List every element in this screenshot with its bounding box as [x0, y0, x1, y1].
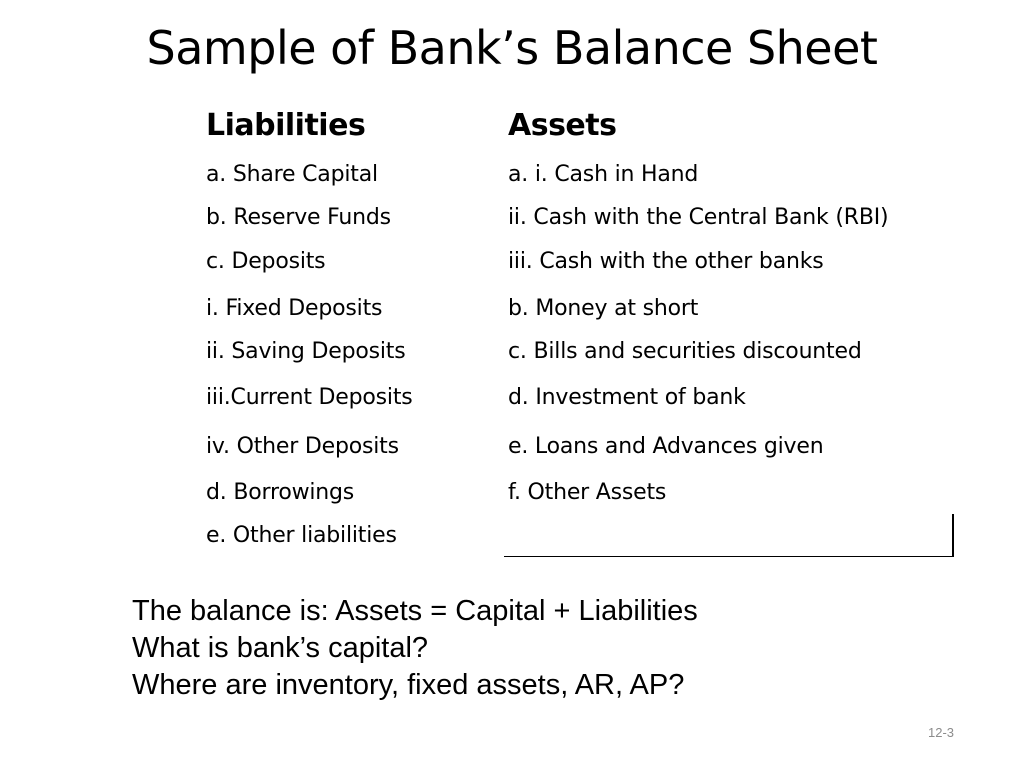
liabilities-heading: Liabilities	[206, 108, 366, 143]
asset-item: iii. Cash with the other banks	[508, 249, 824, 274]
note-line: What is bank’s capital?	[132, 632, 429, 664]
asset-item: c. Bills and securities discounted	[508, 339, 862, 364]
assets-total-box	[504, 514, 954, 557]
liability-item: b. Reserve Funds	[206, 205, 391, 230]
assets-heading: Assets	[508, 108, 617, 143]
asset-item: d. Investment of bank	[508, 385, 746, 410]
liability-item: iv. Other Deposits	[206, 434, 399, 459]
asset-item: f. Other Assets	[508, 480, 667, 505]
asset-item: ii. Cash with the Central Bank (RBI)	[508, 205, 889, 230]
liability-item: c. Deposits	[206, 249, 326, 274]
notes-block	[132, 593, 698, 704]
note-line: The balance is: Assets = Capital + Liabilities	[132, 595, 698, 627]
liability-item: e. Other liabilities	[206, 523, 397, 548]
note-line: Where are inventory, fixed assets, AR, AP?	[132, 669, 685, 701]
liability-item: iii.Current Deposits	[206, 385, 413, 410]
slide-title: Sample of Bank’s Balance Sheet	[146, 21, 878, 75]
asset-item: a. i. Cash in Hand	[508, 162, 699, 187]
liability-item: a. Share Capital	[206, 162, 378, 187]
liability-item: d. Borrowings	[206, 480, 355, 505]
liability-item: i. Fixed Deposits	[206, 296, 383, 321]
asset-item: e. Loans and Advances given	[508, 434, 824, 459]
slide-number: 12-3	[928, 725, 955, 740]
asset-item: b. Money at short	[508, 296, 699, 321]
liability-item: ii. Saving Deposits	[206, 339, 406, 364]
